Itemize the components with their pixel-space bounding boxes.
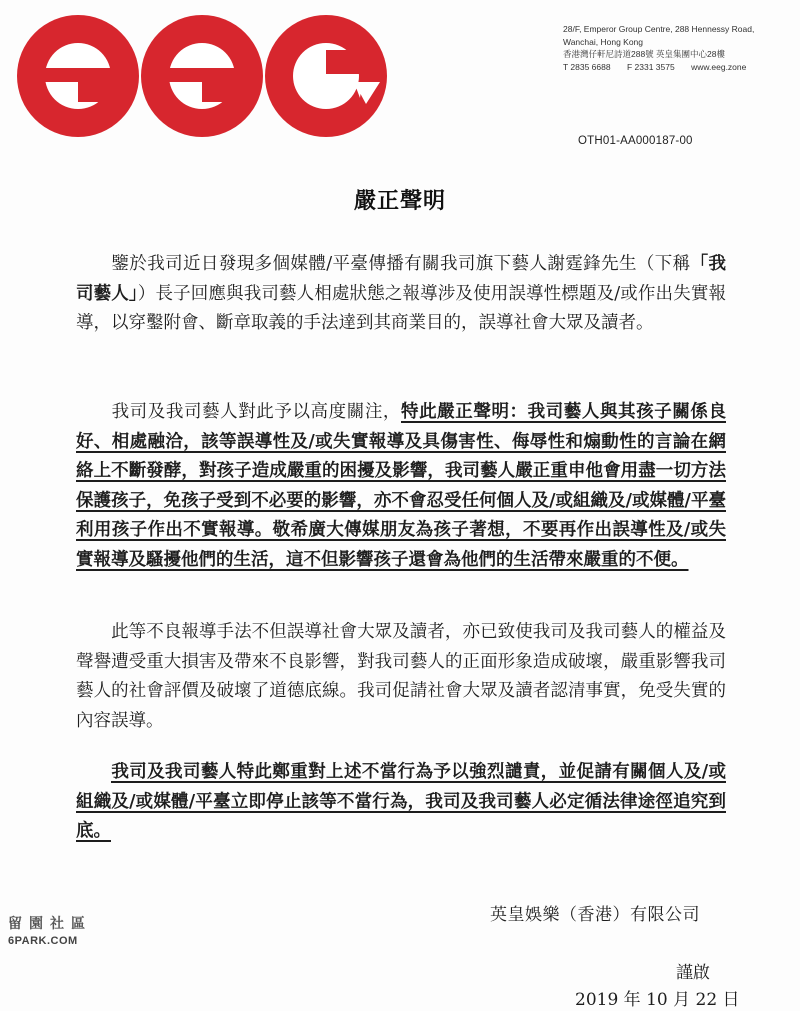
company-name: 英皇娛樂（香港）有限公司 — [490, 905, 700, 925]
contact-row — [563, 61, 793, 74]
paragraph-4-text: 我司及我司藝人特此鄭重對上述不當行為予以強烈譴責，並促請有關個人及/或組織及/或媒體/平臺立即停止該等不當行為，我司及我司藝人必定循法律途徑追究到底。 — [76, 762, 726, 841]
paragraph-3-text: 此等不良報導手法不但誤導社會大眾及讀者，亦已致使我司及我司藝人的權益及聲譽遭受重大損害及帶來不良影響，對我司藝人的正面形象造成破壞，嚴重影響我司藝人的社會評價及破壞了道德底線。我司促請社會大眾及讀者認清事實，免受失實的內容誤導。 — [76, 622, 726, 731]
page-title: 嚴正聲明 — [353, 188, 446, 214]
phone-number: T 2835 6688 — [563, 61, 611, 72]
reference-number: OTH01-AA000187-00 — [578, 135, 693, 147]
letterhead-address — [563, 23, 793, 73]
paragraph-2-underlined: 特此嚴正聲明：我司藝人與其孩子關係良好、相處融洽，該等誤導性及/或失實報導及具傷害性、侮辱性和煽動性的言論在網絡上不斷發酵，對孩子造成嚴重的困擾及影響，我司藝人嚴正重申他會用盡一切方法保護孩子，免孩子受到不必要的影響，亦不會忍受任何個人及/或組織及/或媒體/平臺利用孩子作出不實報導。敬希廣大傳媒朋友為孩子著想，不要再作出誤導性及/或失實報導及騷擾他們的生活，這不但影響孩子還會為他們的生活帶來嚴重的不便。 — [76, 402, 726, 570]
fax-number: F 2331 3575 — [626, 61, 675, 72]
paragraph-2 — [76, 398, 726, 575]
paragraph-4 — [76, 758, 726, 847]
statement-date: 2019 年 10 月 22 日 — [575, 990, 740, 1010]
address-line-2: Wanchai, Hong Kong — [563, 36, 644, 47]
eeg-logo — [14, 8, 394, 143]
paragraph-1-text-c: ）長子回應與我司藝人相處狀態之報導涉及使用誤導性標題及/或作出失實報導，以穿鑿附會、斷章取義的手法達到其商業目的，誤導社會大眾及讀者。 — [76, 283, 726, 333]
watermark-english: 6PARK.COM — [8, 935, 78, 947]
paragraph-2-plain: 我司及我司藝人對此予以高度關注， — [111, 402, 401, 422]
paragraph-1 — [76, 250, 726, 339]
paragraph-1-text-a: 鑒於我司近日發現多個媒體/平臺傳播有關我司旗下藝人謝霆鋒先生（下稱 — [111, 254, 691, 274]
address-line-3: 香港灣仔軒尼詩道288號 英皇集團中心28樓 — [563, 49, 725, 59]
watermark-chinese: 留園社區 — [8, 915, 92, 931]
watermark — [8, 913, 108, 947]
paragraph-3 — [76, 618, 726, 736]
paragraph-1-defined-term: 「我司藝人」 — [76, 254, 726, 304]
website-link[interactable]: www.eeg.zone — [691, 61, 747, 72]
signoff: 謹啟 — [676, 963, 710, 983]
address-line-1: 28/F, Emperor Group Centre, 288 Hennessy Road, — [563, 24, 755, 34]
